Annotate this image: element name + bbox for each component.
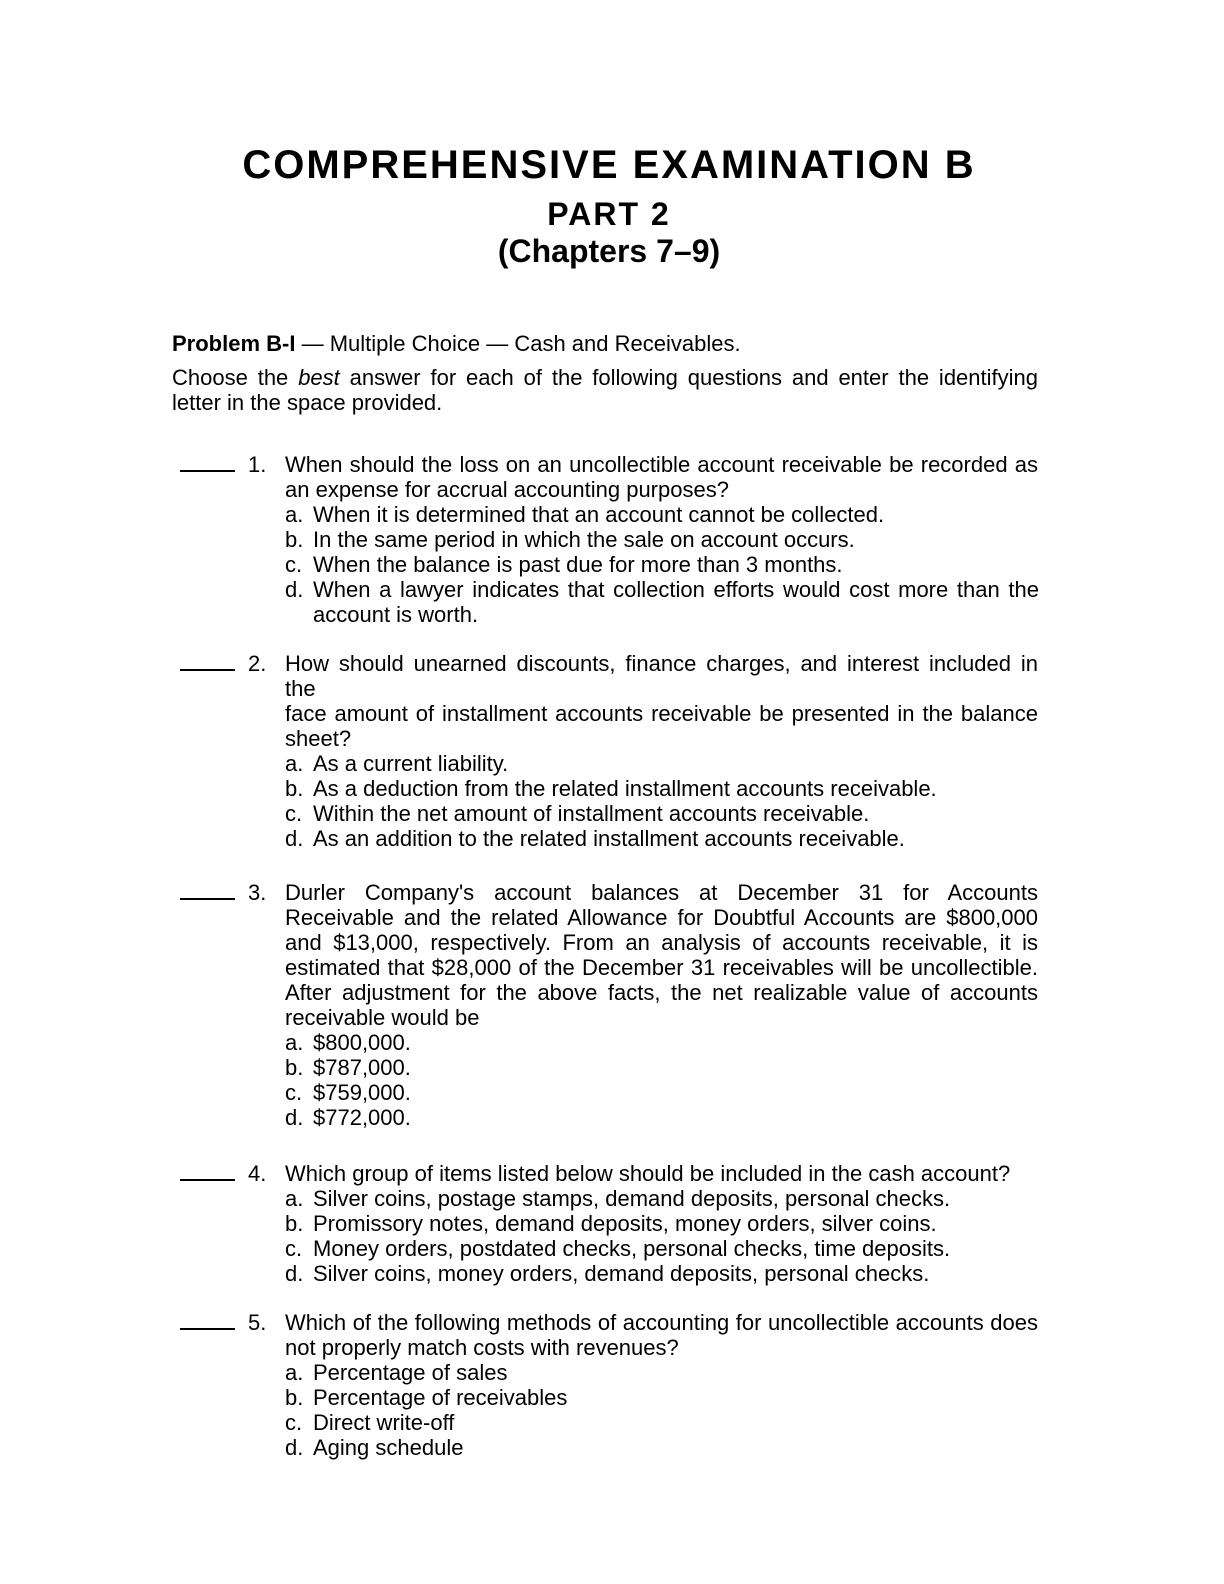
option-letter: d. xyxy=(285,1261,304,1286)
answer-blank xyxy=(180,880,235,900)
page-title: COMPREHENSIVE EXAMINATION B xyxy=(242,143,976,187)
question-body xyxy=(285,452,1038,627)
option-row xyxy=(285,751,1038,776)
option-line: Silver coins, money orders, demand deposits, personal checks. xyxy=(313,1261,930,1286)
option-text xyxy=(313,527,1039,552)
question-body xyxy=(285,880,1038,1130)
question-text: Which of the following methods of accounting for uncollectible accounts does xyxy=(285,1310,1038,1335)
option-line: Money orders, postdated checks, personal checks, time deposits. xyxy=(313,1236,951,1261)
option-line: account is worth. xyxy=(313,602,479,627)
question-text: Which group of items listed below should be included in the cash account? xyxy=(285,1161,1011,1186)
instructions xyxy=(172,365,1038,415)
question-text: sheet? xyxy=(285,726,352,751)
option-text xyxy=(313,1435,1039,1460)
question-text: After adjustment for the above facts, the net realizable value of accounts xyxy=(285,980,1038,1005)
problem-heading xyxy=(172,331,1038,356)
option-row xyxy=(285,1080,1038,1105)
answer-blank xyxy=(180,651,235,671)
option-text xyxy=(313,577,1039,627)
option-line: Direct write-off xyxy=(313,1410,455,1435)
option-row xyxy=(285,1105,1038,1130)
option-letter: b. xyxy=(285,1055,304,1080)
option-text xyxy=(313,1080,1039,1105)
document-page xyxy=(172,0,1038,1460)
option-letter: b. xyxy=(285,527,304,552)
option-text xyxy=(313,751,1039,776)
question-number: 3. xyxy=(248,880,267,905)
option-row xyxy=(285,1261,1038,1286)
instructions-line: letter in the space provided. xyxy=(172,390,443,415)
option-letter: c. xyxy=(285,801,303,826)
answer-blank xyxy=(180,1161,235,1181)
question-body xyxy=(285,1161,1038,1286)
option-letter: c. xyxy=(285,1410,303,1435)
question-item-1 xyxy=(172,452,1038,627)
question-item-3 xyxy=(172,880,1038,1130)
question-text: and $13,000, respectively. From an analysis of accounts receivable, it is xyxy=(285,930,1038,955)
option-text xyxy=(313,1385,1039,1410)
option-row xyxy=(285,1236,1038,1261)
question-number: 4. xyxy=(248,1161,267,1186)
option-line: When a lawyer indicates that collection efforts would cost more than the xyxy=(313,577,1039,602)
instructions-text: Choose the xyxy=(172,365,299,390)
option-row xyxy=(285,1186,1038,1211)
option-text xyxy=(313,1410,1039,1435)
option-row xyxy=(285,1030,1038,1055)
option-line: $800,000. xyxy=(313,1030,411,1055)
question-number: 1. xyxy=(248,452,267,477)
option-line: $759,000. xyxy=(313,1080,411,1105)
problem-heading-rest: — Multiple Choice — Cash and Receivables. xyxy=(295,331,741,356)
option-row xyxy=(285,552,1038,577)
option-line: Silver coins, postage stamps, demand deposits, personal checks. xyxy=(313,1186,951,1211)
option-letter: a. xyxy=(285,1360,304,1385)
option-letter: d. xyxy=(285,826,304,851)
option-text xyxy=(313,1055,1039,1080)
option-text xyxy=(313,1360,1039,1385)
question-text: estimated that $28,000 of the December 31 receivables will be uncollectible. xyxy=(285,955,1038,980)
option-row xyxy=(285,1385,1038,1410)
option-row xyxy=(285,1410,1038,1435)
option-text xyxy=(313,1186,1039,1211)
option-text xyxy=(313,1261,1039,1286)
option-text xyxy=(313,552,1039,577)
option-line: As a deduction from the related installment accounts receivable. xyxy=(313,776,937,801)
question-number: 5. xyxy=(248,1310,267,1335)
option-row xyxy=(285,1435,1038,1460)
option-line: Percentage of receivables xyxy=(313,1385,568,1410)
option-line: Percentage of sales xyxy=(313,1360,508,1385)
option-line: As a current liability. xyxy=(313,751,509,776)
option-line: When it is determined that an account cannot be collected. xyxy=(313,502,885,527)
option-row xyxy=(285,577,1038,627)
part-title: PART 2 xyxy=(547,196,671,232)
option-row xyxy=(285,826,1038,851)
option-row xyxy=(285,776,1038,801)
answer-blank xyxy=(180,452,235,472)
option-text xyxy=(313,1105,1039,1130)
option-letter: b. xyxy=(285,1211,304,1236)
question-item-4 xyxy=(172,1161,1038,1286)
answer-blank xyxy=(180,1310,235,1330)
option-letter: b. xyxy=(285,1385,304,1410)
option-row xyxy=(285,527,1038,552)
question-body xyxy=(285,651,1038,851)
question-text: an expense for accrual accounting purposes? xyxy=(285,477,729,502)
option-row xyxy=(285,1360,1038,1385)
question-item-5 xyxy=(172,1310,1038,1460)
question-text: How should unearned discounts, finance charges, and interest included in the xyxy=(285,651,1038,701)
question-item-2 xyxy=(172,651,1038,851)
option-letter: c. xyxy=(285,1236,303,1261)
option-letter: d. xyxy=(285,577,304,602)
option-text xyxy=(313,1211,1039,1236)
question-text: receivable would be xyxy=(285,1005,480,1030)
question-number: 2. xyxy=(248,651,267,676)
question-text: Durler Company's account balances at December 31 for Accounts xyxy=(285,880,1038,905)
instructions-line xyxy=(172,365,1038,390)
option-text xyxy=(313,776,1039,801)
instructions-text: answer for each of the following questions and enter the identifying xyxy=(339,365,1039,390)
question-text: Receivable and the related Allowance for Doubtful Accounts are $800,000 xyxy=(285,905,1038,930)
question-list xyxy=(172,452,1038,1460)
option-row xyxy=(285,1211,1038,1236)
option-row xyxy=(285,801,1038,826)
option-line: When the balance is past due for more than 3 months. xyxy=(313,552,843,577)
heading-block xyxy=(180,142,1038,270)
option-text xyxy=(313,1236,1039,1261)
option-letter: a. xyxy=(285,1030,304,1055)
problem-label: Problem B-I xyxy=(172,331,296,356)
option-letter: a. xyxy=(285,502,304,527)
option-letter: d. xyxy=(285,1435,304,1460)
option-text xyxy=(313,502,1039,527)
option-letter: a. xyxy=(285,1186,304,1211)
option-text xyxy=(313,826,1039,851)
option-line: Aging schedule xyxy=(313,1435,464,1460)
option-line: $787,000. xyxy=(313,1055,411,1080)
option-text xyxy=(313,801,1039,826)
question-body xyxy=(285,1310,1038,1460)
option-row xyxy=(285,1055,1038,1080)
option-line: Within the net amount of installment accounts receivable. xyxy=(313,801,870,826)
option-row xyxy=(285,502,1038,527)
option-letter: a. xyxy=(285,751,304,776)
question-text: not properly match costs with revenues? xyxy=(285,1335,679,1360)
instructions-italic-word: best xyxy=(298,365,340,390)
option-line: As an addition to the related installment accounts receivable. xyxy=(313,826,905,851)
option-letter: b. xyxy=(285,776,304,801)
option-text xyxy=(313,1030,1039,1055)
question-text: When should the loss on an uncollectible account receivable be recorded as xyxy=(285,452,1038,477)
option-line: $772,000. xyxy=(313,1105,411,1130)
option-letter: d. xyxy=(285,1105,304,1130)
chapters-title: (Chapters 7–9) xyxy=(497,233,721,269)
option-letter: c. xyxy=(285,552,303,577)
option-letter: c. xyxy=(285,1080,303,1105)
option-line: Promissory notes, demand deposits, money orders, silver coins. xyxy=(313,1211,937,1236)
question-text: face amount of installment accounts receivable be presented in the balance xyxy=(285,701,1038,726)
option-line: In the same period in which the sale on account occurs. xyxy=(313,527,855,552)
